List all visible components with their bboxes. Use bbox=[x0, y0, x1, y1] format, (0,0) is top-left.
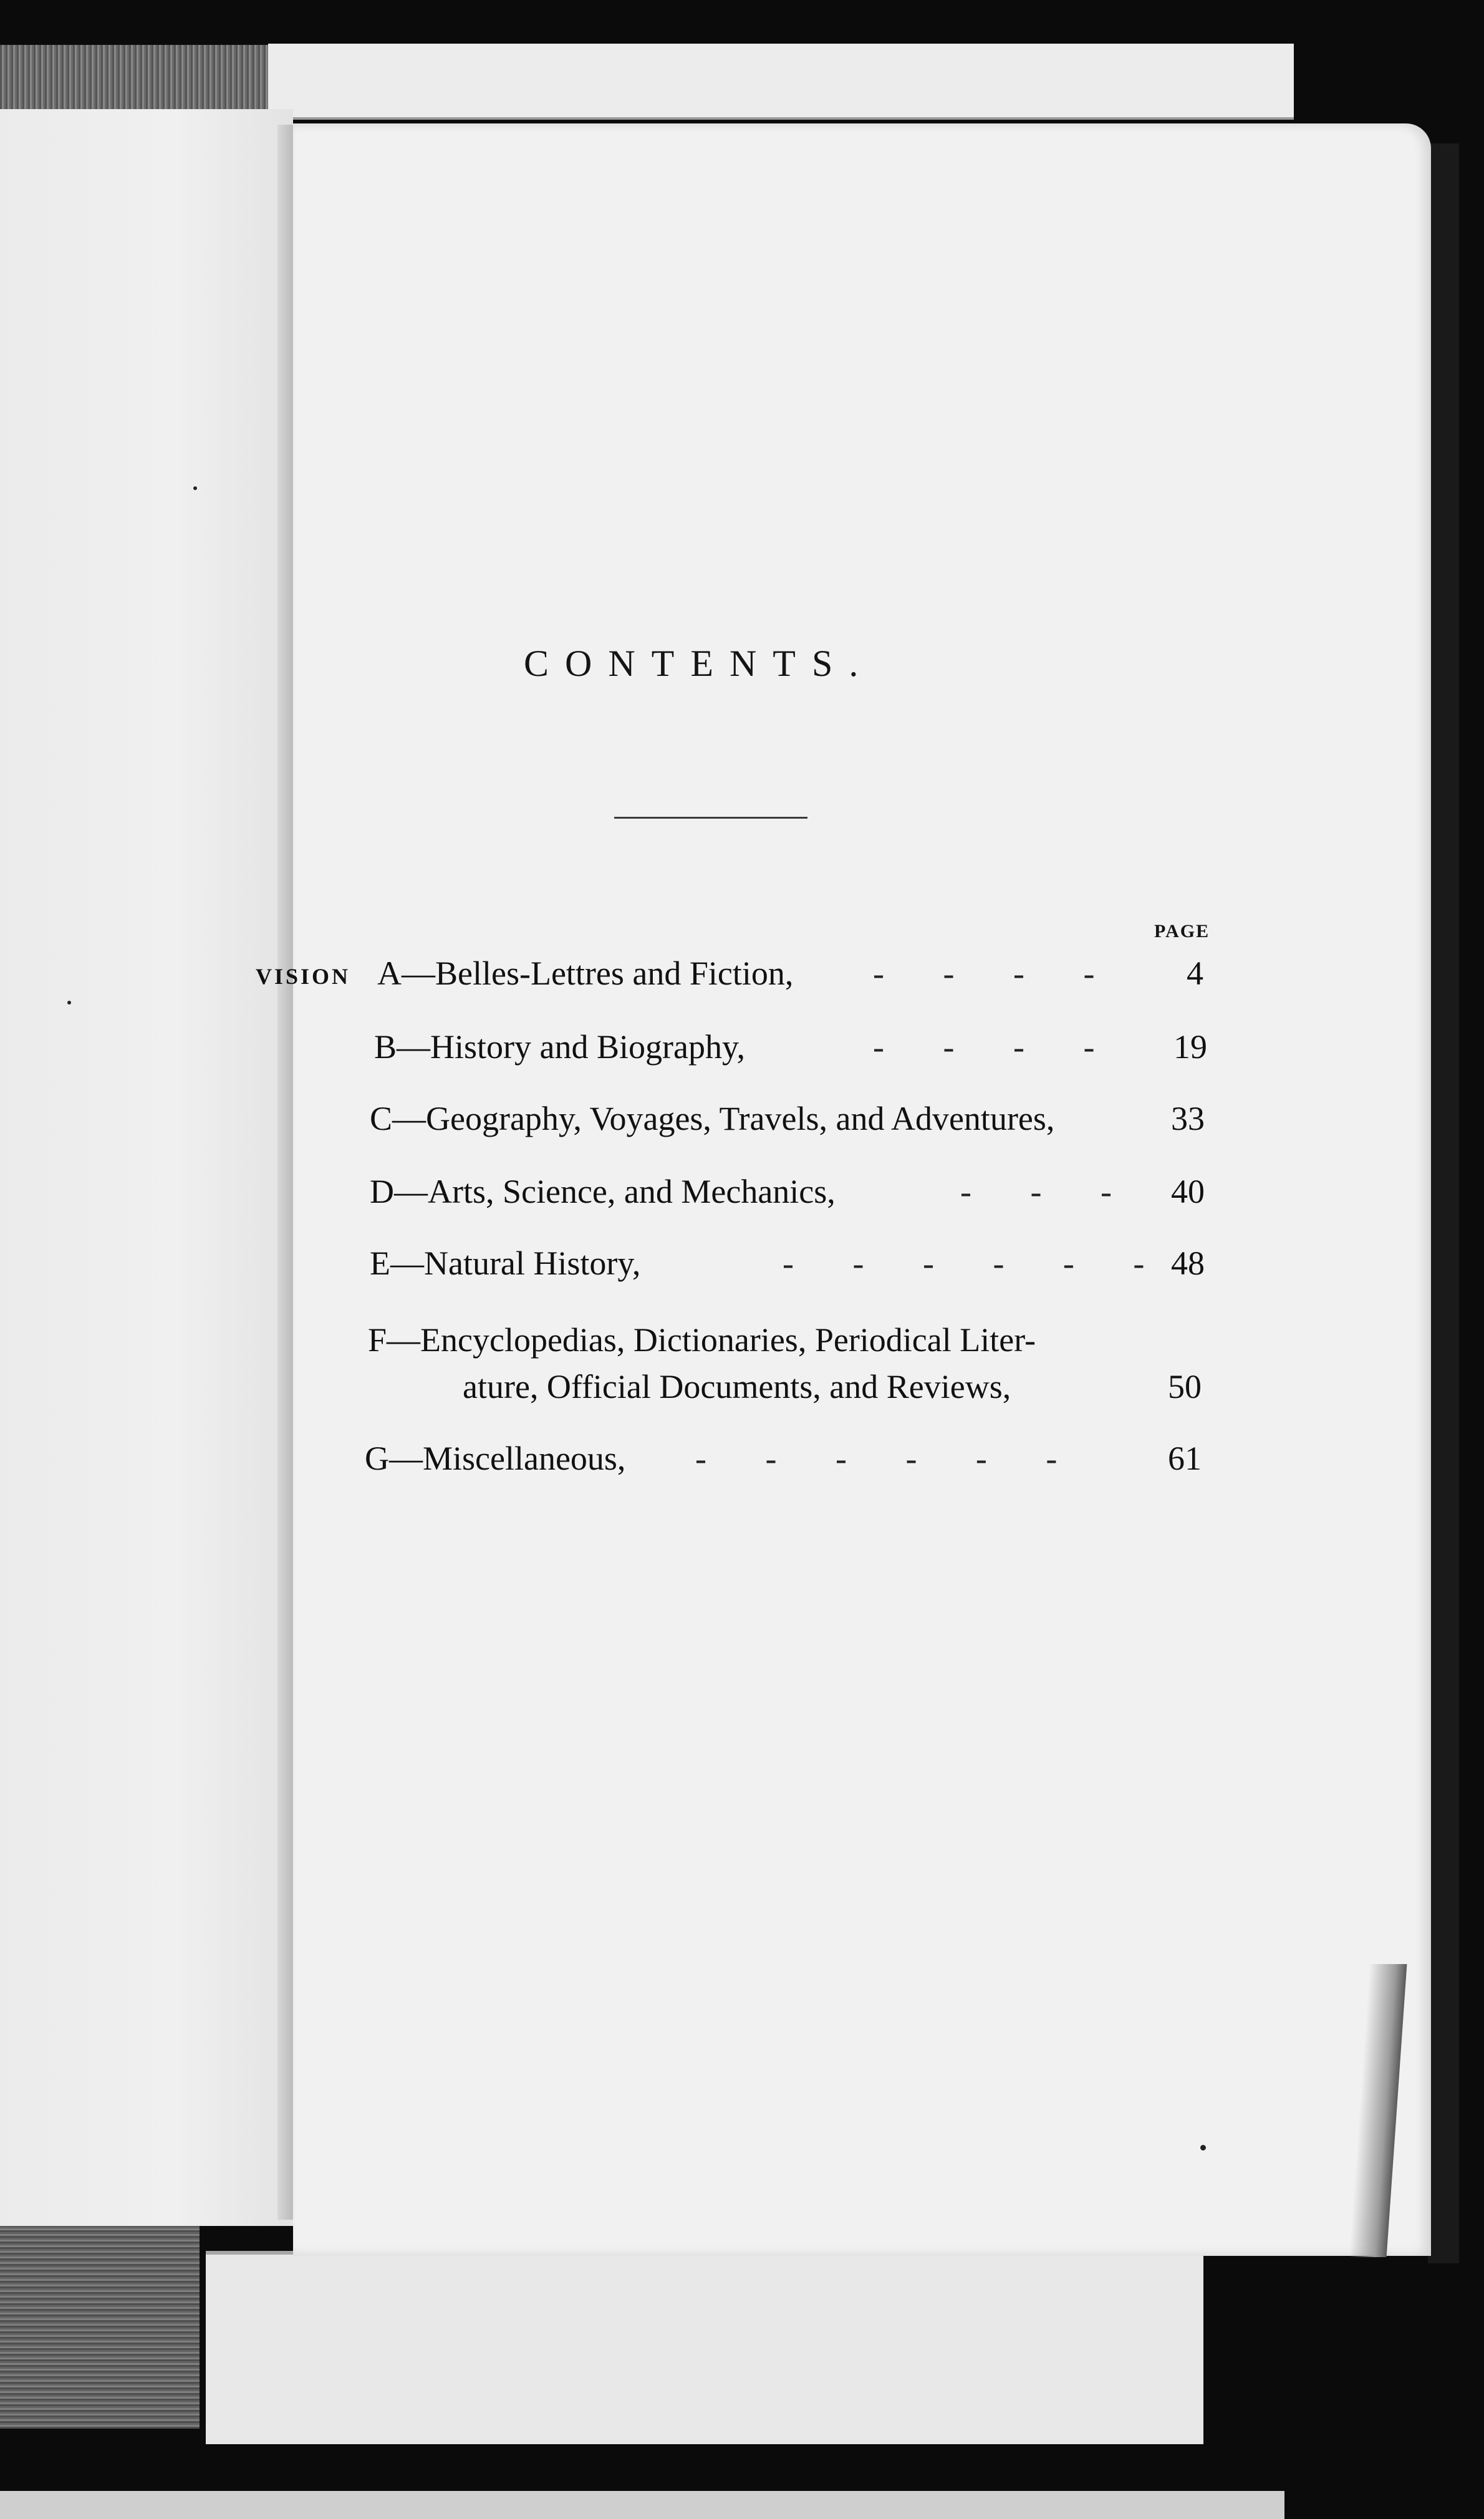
scan-speck bbox=[67, 1001, 71, 1004]
toc-entry-f: F—Encyclopedias, Dictionaries, Periodical Liter- bbox=[368, 1321, 1036, 1359]
title-rule bbox=[614, 817, 807, 819]
toc-leader-e: - - - - - - bbox=[783, 1245, 1145, 1282]
toc-entry-d: D—Arts, Science, and Mechanics, bbox=[370, 1173, 836, 1210]
page-column-heading: PAGE bbox=[1154, 921, 1210, 942]
toc-entry-g: G—Miscellaneous, bbox=[365, 1440, 626, 1477]
page-behind-bottom bbox=[206, 2251, 1203, 2451]
toc-entry-e: E—Natural History, bbox=[370, 1245, 641, 1282]
toc-entry-c: C—Geography, Voyages, Travels, and Adventures, bbox=[370, 1100, 1055, 1137]
toc-page-e: 48 bbox=[1171, 1245, 1205, 1282]
toc-entry-f-continuation: ature, Official Documents, and Reviews, bbox=[463, 1368, 1011, 1405]
toc-page-b: 19 bbox=[1173, 1028, 1207, 1066]
toc-page-f: 50 bbox=[1168, 1368, 1202, 1405]
toc-leader-d: - - - bbox=[960, 1173, 1112, 1210]
page-behind-top bbox=[268, 44, 1294, 120]
toc-leader-g: - - - - - - bbox=[695, 1440, 1058, 1477]
scan-speck bbox=[1200, 2145, 1206, 2151]
page-title: CONTENTS. bbox=[524, 643, 875, 684]
toc-page-c: 33 bbox=[1171, 1100, 1205, 1137]
book-cloth-bottom bbox=[0, 2217, 200, 2429]
page-behind-sliver bbox=[0, 2491, 1284, 2519]
toc-entry-a: A—Belles-Lettres and Fiction, bbox=[377, 955, 794, 992]
toc-page-d: 40 bbox=[1171, 1173, 1205, 1210]
toc-page-a: 4 bbox=[1187, 955, 1203, 992]
division-label: VISION bbox=[256, 964, 351, 989]
right-shadow bbox=[1428, 143, 1459, 2263]
scan-speck bbox=[193, 486, 197, 490]
toc-leader-a: - - - - bbox=[873, 955, 1095, 992]
toc-page-g: 61 bbox=[1168, 1440, 1202, 1477]
facing-page bbox=[0, 109, 293, 2226]
book-cloth-top bbox=[0, 45, 274, 113]
toc-entry-b: B—History and Biography, bbox=[374, 1028, 745, 1066]
toc-leader-b: - - - - bbox=[873, 1028, 1095, 1066]
